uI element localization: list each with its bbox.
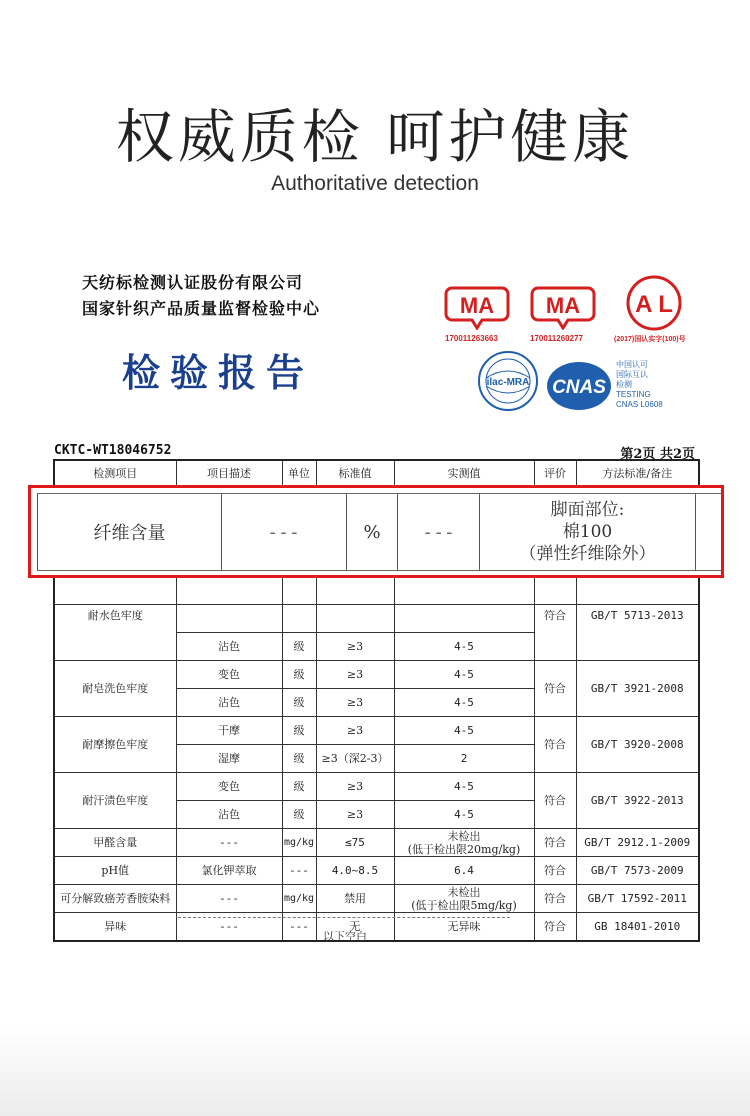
col-header: 项目描述 [176, 460, 282, 486]
method-cell: GB/T 2912.1-2009 [576, 829, 699, 857]
end-divider [178, 917, 510, 918]
value-cell: 4-5 [394, 689, 534, 717]
col-header: 评价 [534, 460, 576, 486]
unit-cell: --- [282, 913, 316, 942]
std-cell: ≥3 [316, 633, 394, 661]
std-cell: ≥3 [316, 717, 394, 745]
desc-cell: 氯化钾萃取 [176, 857, 282, 885]
report-title: 检验报告 [122, 350, 315, 395]
highlight-desc: --- [221, 494, 347, 570]
value-line: 未检出 [447, 829, 481, 843]
eval-cell: 符合 [534, 829, 576, 857]
desc-cell: 沾色 [176, 801, 282, 829]
unit-cell: 级 [282, 661, 316, 689]
highlight-unit: % [347, 494, 398, 570]
std-cell: ≥3 [316, 773, 394, 801]
unit-cell: mg/kg [282, 829, 316, 857]
org-line-2: 国家针织产品质量监督检验中心 [82, 299, 321, 318]
cma-mark-1: MA [459, 293, 495, 318]
unit-cell: 级 [282, 745, 316, 773]
unit-cell: --- [282, 857, 316, 885]
eval-cell: 符合 [534, 885, 576, 913]
value-cell: 4-5 [394, 773, 534, 801]
value-cell [394, 885, 534, 913]
cnas-text [616, 360, 663, 410]
std-cell [316, 605, 394, 633]
table-header-row [54, 460, 699, 486]
page-indicator: 第2页 共2页 [620, 447, 695, 462]
desc-cell [176, 605, 282, 633]
desc-cell: 湿摩 [176, 745, 282, 773]
item-cell: 甲醛含量 [54, 829, 176, 857]
item-cell: 耐皂洗色牢度 [54, 661, 176, 717]
method-cell: GB 18401-2010 [576, 913, 699, 942]
unit-cell: 级 [282, 773, 316, 801]
eval-cell: 符合 [534, 717, 576, 773]
desc-cell: --- [176, 885, 282, 913]
desc-cell: --- [176, 913, 282, 942]
value-line: (低于检出限5mg/kg) [411, 898, 517, 912]
table-row [54, 857, 699, 885]
col-header: 方法标准/备注 [576, 460, 699, 486]
measured-line: 棉100 [562, 522, 613, 542]
value-cell [394, 829, 534, 857]
item-cell: 耐摩擦色牢度 [54, 717, 176, 773]
table-row [54, 717, 699, 745]
value-cell: 4-5 [394, 717, 534, 745]
org-line-1: 天纺标检测认证股份有限公司 [82, 273, 304, 292]
highlight-row-grid [37, 493, 721, 571]
std-cell: ≥3 [316, 689, 394, 717]
method-cell: GB/T 17592-2011 [576, 885, 699, 913]
item-cell: 异味 [54, 913, 176, 942]
report-number: CKTC-WT18046752 [54, 443, 172, 458]
measured-line: 脚面部位: [550, 500, 625, 520]
desc-cell: 变色 [176, 773, 282, 801]
unit-cell: 级 [282, 801, 316, 829]
cnas-text-line: 中国认可 [616, 360, 648, 369]
desc-cell: 变色 [176, 661, 282, 689]
eval-cell: 符合 [534, 605, 576, 661]
value-cell: 6.4 [394, 857, 534, 885]
unit-cell [282, 605, 316, 633]
std-cell: ≥3 [316, 801, 394, 829]
ilac-mark: ilac-MRA [486, 377, 530, 388]
highlighted-fiber-content-row [28, 485, 724, 578]
cma-logo-2 [530, 286, 596, 330]
cnas-mark: CNAS [552, 377, 606, 398]
value-cell: 无异味 [394, 913, 534, 942]
measured-line: （弹性纤维除外） [519, 544, 656, 564]
end-note: 以下空白 [323, 930, 367, 943]
page-subheadline: Authoritative detection [271, 172, 479, 195]
item-cell: 可分解致癌芳香胺染料 [54, 885, 176, 913]
unit-cell: mg/kg [282, 885, 316, 913]
std-cell: 4.0~8.5 [316, 857, 394, 885]
value-line: (低于检出限20mg/kg) [407, 842, 521, 856]
cal-logo [624, 274, 684, 332]
eval-cell: 符合 [534, 773, 576, 829]
cnas-logo [544, 358, 614, 414]
table-row [54, 661, 699, 689]
unit-cell: 级 [282, 717, 316, 745]
method-cell: GB/T 3920-2008 [576, 717, 699, 773]
value-cell: 4-5 [394, 801, 534, 829]
col-header: 检测项目 [54, 460, 176, 486]
cma-code-2: 170011260277 [530, 334, 583, 343]
col-header: 实测值 [394, 460, 534, 486]
cnas-text-line: 检测 [616, 380, 632, 389]
highlight-standard: --- [398, 494, 480, 570]
desc-cell: 沾色 [176, 689, 282, 717]
method-cell: GB/T 3922-2013 [576, 773, 699, 829]
item-cell: pH值 [54, 857, 176, 885]
table-row [54, 885, 699, 913]
table-row [54, 605, 699, 633]
eval-cell: 符合 [534, 857, 576, 885]
desc-cell: --- [176, 829, 282, 857]
cnas-text-line: CNAS L0608 [616, 400, 663, 409]
value-cell: 2 [394, 745, 534, 773]
std-cell: ≥3（深2-3） [316, 745, 394, 773]
cal-caption: (2017)国认实字(100)号 [614, 336, 686, 343]
std-cell: ≤75 [316, 829, 394, 857]
value-cell: 4-5 [394, 661, 534, 689]
std-cell: 无 [316, 913, 394, 942]
value-cell [394, 605, 534, 633]
table-row [54, 829, 699, 857]
item-cell: 耐水色牢度 [54, 605, 176, 661]
desc-cell: 沾色 [176, 633, 282, 661]
value-cell: 4-5 [394, 633, 534, 661]
cma-logo-1 [444, 286, 510, 330]
highlight-item: 纤维含量 [37, 494, 222, 570]
table-row [54, 773, 699, 801]
cnas-text-line: 国际互认 [616, 370, 648, 379]
item-cell: 耐汗渍色牢度 [54, 773, 176, 829]
method-cell: GB/T 7573-2009 [576, 857, 699, 885]
eval-cell: 符合 [534, 661, 576, 717]
unit-cell: 级 [282, 689, 316, 717]
col-header: 标准值 [316, 460, 394, 486]
eval-cell: 符合 [534, 913, 576, 942]
std-cell: ≥3 [316, 661, 394, 689]
cma-code-1: 170011263663 [445, 334, 498, 343]
cma-mark-2: MA [545, 293, 581, 318]
page-headline: 权威质检 呵护健康 [115, 103, 635, 171]
issuing-organization [82, 270, 320, 322]
unit-cell: 级 [282, 633, 316, 661]
method-cell: GB/T 5713-2013 [576, 605, 699, 661]
cnas-text-line: TESTING [616, 390, 651, 399]
ilac-mra-logo [476, 348, 540, 414]
highlight-measured [480, 494, 696, 570]
method-cell: GB/T 3921-2008 [576, 661, 699, 717]
cal-mark: A L [635, 291, 673, 318]
certification-logos [438, 272, 708, 422]
value-line: 未检出 [447, 885, 481, 899]
bottom-fade [0, 1026, 750, 1116]
std-cell: 禁用 [316, 885, 394, 913]
col-header: 单位 [282, 460, 316, 486]
desc-cell: 干摩 [176, 717, 282, 745]
